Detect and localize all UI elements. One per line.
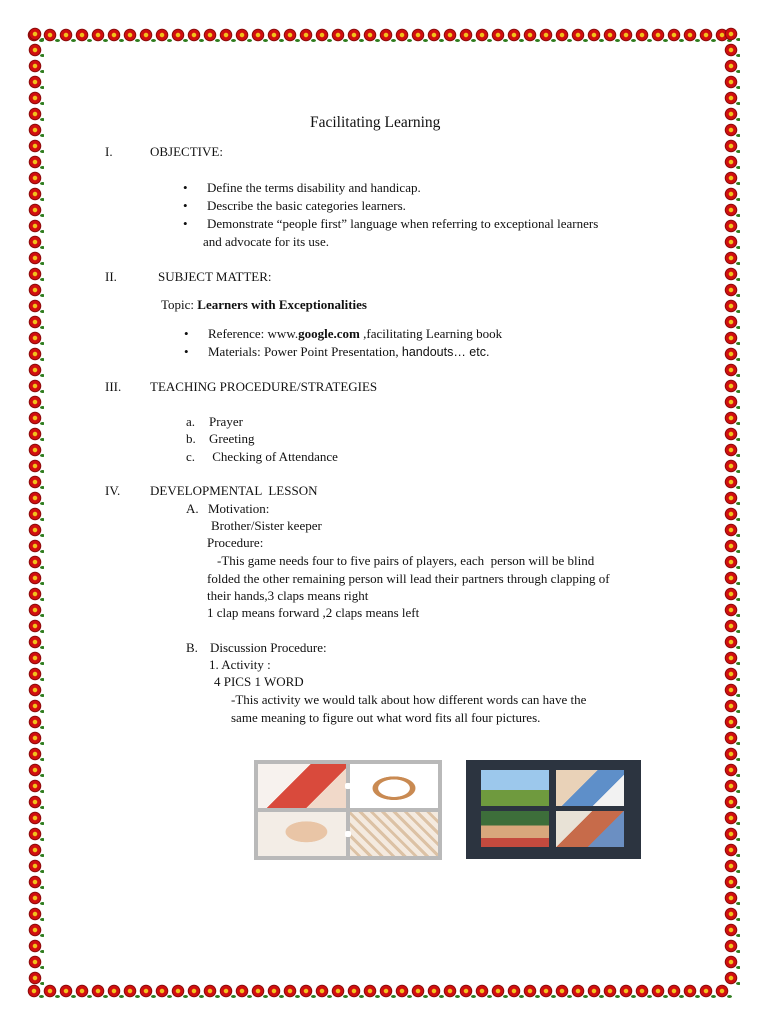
subsection-b-label: Discussion Procedure:: [210, 640, 327, 655]
objective-item-continuation: and advocate for its use.: [203, 234, 329, 249]
objective-item: • Describe the basic categories learners.: [207, 198, 406, 214]
reference-prefix: Reference: www.: [208, 326, 299, 341]
procedure-text-line: 1 clap means forward ,2 claps means left: [207, 605, 420, 620]
procedure-label: Procedure:: [207, 535, 264, 550]
puzzle-image-hearing: [254, 760, 442, 860]
reference-link: google.com: [298, 326, 360, 341]
procedure-item: Prayer: [209, 414, 243, 429]
procedure-marker: b.: [186, 431, 196, 446]
procedure-marker: c.: [186, 449, 196, 464]
section-4-numeral: IV.: [105, 483, 121, 498]
materials-suffix: handouts… etc.: [401, 345, 490, 359]
puzzle-link-icon: [345, 783, 351, 789]
page-title: Facilitating Learning: [310, 114, 441, 131]
reference-item: [208, 326, 502, 342]
photo-dog-ears: [350, 764, 438, 808]
photo-kids-jumping: [481, 770, 549, 806]
section-2-numeral: II.: [105, 269, 117, 284]
materials-prefix: Materials: Power Point Presentation,: [208, 344, 402, 359]
photo-kids-studying: [556, 811, 624, 847]
procedure-item: Greeting: [209, 431, 255, 446]
activity-name: 4 PICS 1 WORD: [214, 674, 304, 689]
section-1-numeral: I.: [105, 144, 113, 159]
section-3-heading: TEACHING PROCEDURE/STRATEGIES: [150, 379, 378, 394]
procedure-item: Checking of Attendance: [209, 449, 338, 464]
subsection-a-label: Motivation:: [208, 501, 270, 516]
section-4-heading: DEVELOPMENTAL LESSON: [150, 483, 318, 498]
activity-text-line: -This activity we would talk about how different words can have the: [231, 692, 587, 707]
topic-label: Topic:: [161, 297, 195, 312]
puzzle-image-children: [466, 760, 641, 859]
game-name: Brother/Sister keeper: [211, 518, 322, 533]
objective-item: • Demonstrate “people first” language when referring to exceptional learners: [207, 216, 598, 232]
procedure-text-line: their hands,3 claps means right: [207, 588, 369, 603]
topic-line: [161, 297, 367, 313]
photo-kids-drawing: [556, 770, 624, 806]
materials-item: [208, 344, 489, 360]
activity-label: 1. Activity :: [209, 657, 271, 672]
activity-text-line: same meaning to figure out what word fits all four pictures.: [231, 710, 541, 725]
photo-woman-listening: [258, 764, 346, 808]
section-3-numeral: III.: [105, 379, 122, 394]
procedure-text-line: folded the other remaining person will lead their partners through clapping of: [207, 571, 610, 586]
topic-value: Learners with Exceptionalities: [197, 297, 367, 312]
section-1-heading: OBJECTIVE:: [150, 144, 223, 159]
subsection-b-marker: B.: [186, 640, 198, 655]
photo-hand-signs: [350, 812, 438, 856]
section-2-heading: SUBJECT MATTER:: [158, 269, 272, 284]
photo-elder-ear: [258, 812, 346, 856]
procedure-text-line: -This game needs four to five pairs of players, each person will be blind: [217, 553, 595, 568]
subsection-a-marker: A.: [186, 501, 199, 516]
procedure-marker: a.: [186, 414, 196, 429]
photo-classroom: [481, 811, 549, 847]
objective-item: • Define the terms disability and handicap.: [207, 180, 421, 196]
puzzle-link-icon: [345, 831, 351, 837]
reference-suffix: ,facilitating Learning book: [359, 326, 503, 341]
